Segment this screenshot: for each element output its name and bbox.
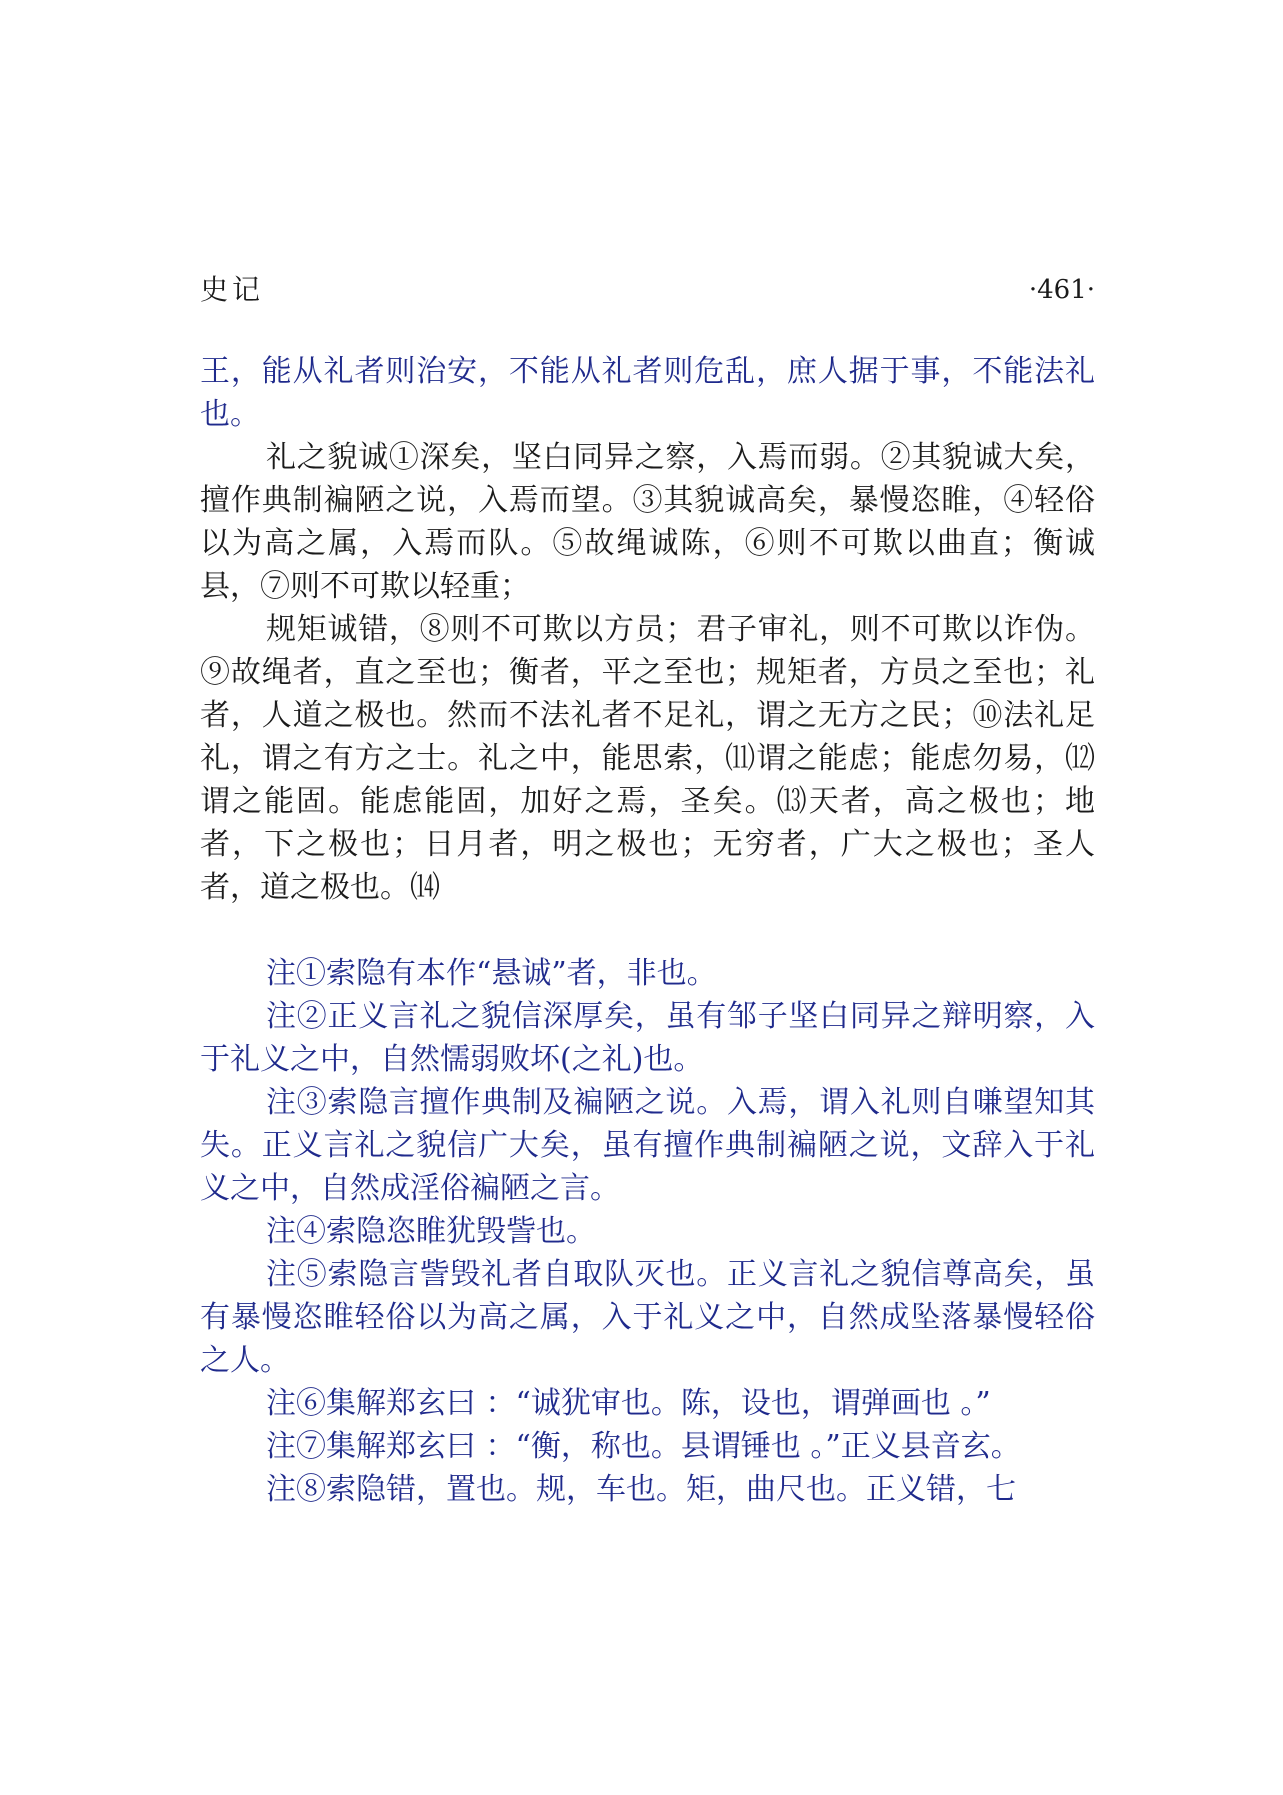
note-6: 注⑥集解郑玄曰 ：“诚犹审也。陈，设也，谓弹画也 。” (266, 1386, 991, 1421)
note-5: 注⑤索隐言訾毁礼者自取队灭也。正义言礼之貌信尊高矣，虽有暴慢恣睢轻俗以为高之属，入于礼义之中，自然成坠落暴慢轻俗之人。 (200, 1257, 1095, 1378)
note-7: 注⑦集解郑玄曰 ：“衡，称也。县谓锤也 。”正义县音玄。 (266, 1429, 1021, 1464)
main-text-paragraph-1: 礼之貌诚①深矣，坚白同异之察，入焉而弱。②其貌诚大矣，擅作典制褊陋之说，入焉而望。③其貌诚高矣，暴慢恣睢，④轻俗以为高之属，入焉而队。⑤故绳诚陈，⑥则不可欺以曲直；衡诚县，⑦则不可欺以轻重； (200, 440, 1095, 604)
intro-paragraph: 王，能从礼者则治安，不能从礼者则危乱，庶人据于事，不能法礼也。 (200, 354, 1095, 432)
book-title: 史记 (200, 273, 265, 306)
note-3: 注③索隐言擅作典制及褊陋之说。入焉，谓入礼则自嗛望知其失。正义言礼之貌信广大矣，虽有擅作典制褊陋之说，文辞入于礼义之中，自然成淫俗褊陋之言。 (200, 1085, 1095, 1206)
note-1: 注①索隐有本作“悬诚”者，非也。 (266, 956, 717, 991)
page-body (200, 350, 1095, 1511)
section-gap (200, 909, 1095, 952)
main-text-paragraph-2: 规矩诚错，⑧则不可欺以方员；君子审礼，则不可欺以诈伪。⑨故绳者，直之至也；衡者，平之至也；规矩者，方员之至也；礼者，人道之极也。然而不法礼者不足礼，谓之无方之民；⑩法礼足礼，谓之有方之士。礼之中，能思索，⑾谓之能虑；能虑勿易，⑿谓之能固。能虑能固，加好之焉，圣矣。⒀天者，高之极也；地者，下之极也；日月者，明之极也；无穷者，广大之极也；圣人者，道之极也。⒁ (200, 612, 1095, 905)
note-2: 注②正义言礼之貌信深厚矣，虽有邹子坚白同异之辩明察，入于礼义之中，自然懦弱败坏(之礼)也。 (200, 999, 1095, 1077)
page-number: ·461· (1028, 275, 1095, 305)
note-4: 注④索隐恣睢犹毁訾也。 (266, 1214, 596, 1249)
running-header (200, 270, 1095, 310)
note-8: 注⑧索隐错，置也。规，车也。矩，曲尺也。正义错，七 (266, 1472, 1016, 1507)
